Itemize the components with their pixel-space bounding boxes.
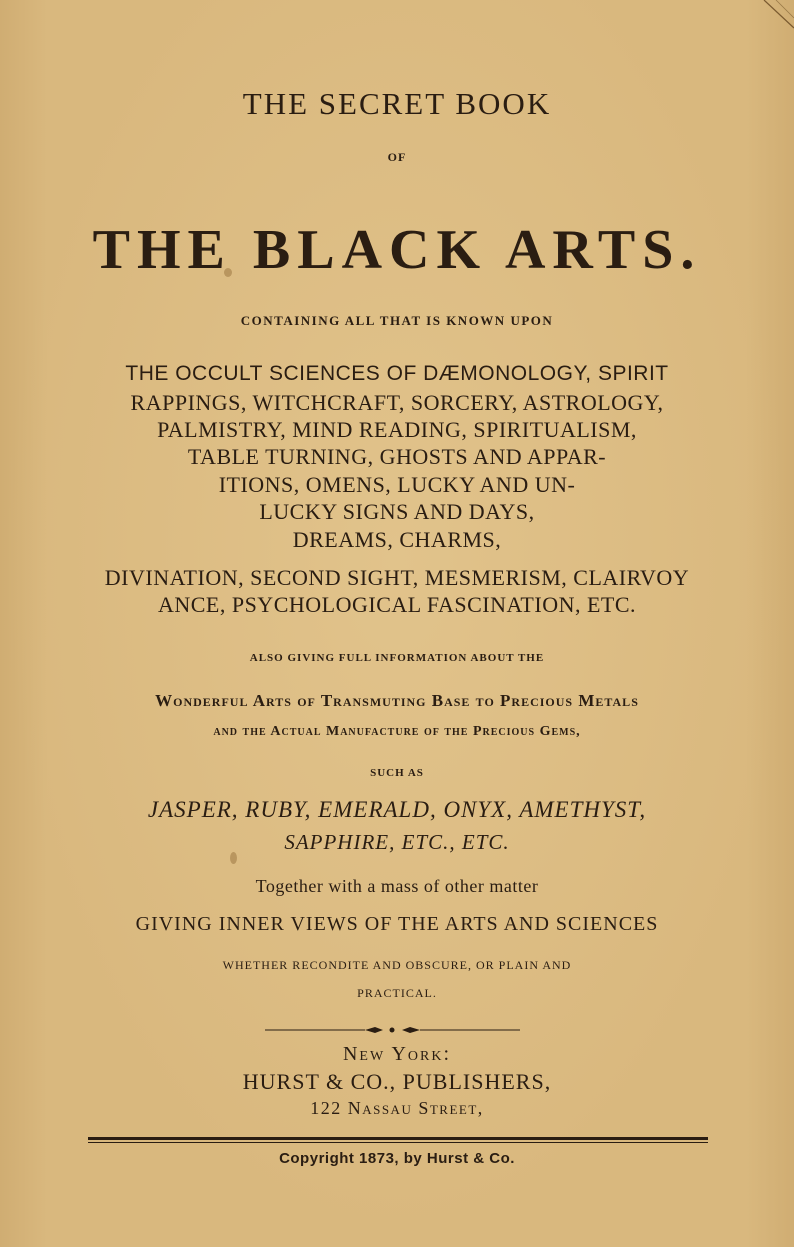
main-title: THE BLACK ARTS. — [92, 219, 702, 281]
subjects-line: TABLE TURNING, GHOSTS AND APPAR- — [187, 444, 607, 469]
subjects-line: THE OCCULT SCIENCES OF DÆMONOLOGY, SPIRIT — [125, 362, 669, 385]
publisher-name: HURST & CO., PUBLISHERS, — [242, 1069, 552, 1094]
of-connector: OF — [387, 150, 407, 164]
subjects-line: ITIONS, OMENS, LUCKY AND UN- — [218, 472, 576, 497]
practical-line: PRACTICAL. — [357, 986, 437, 1000]
subjects-line: RAPPINGS, WITCHCRAFT, SORCERY, ASTROLOGY, — [130, 390, 664, 415]
such-as-line: SUCH AS — [370, 767, 424, 779]
subjects-line: DIVINATION, SECOND SIGHT, MESMERISM, CLAIRVOY — [104, 565, 690, 590]
page-corner-fold — [754, 0, 794, 40]
subjects-line: ANCE, PSYCHOLOGICAL FASCINATION, ETC. — [157, 592, 637, 617]
gems-line: SAPPHIRE, ETC., ETC. — [284, 830, 510, 854]
ornament-divider — [265, 1025, 520, 1035]
copyright-line: Copyright 1873, by Hurst & Co. — [279, 1150, 515, 1167]
ink-stain — [224, 268, 232, 277]
containing-line: CONTAINING ALL THAT IS KNOWN UPON — [240, 313, 554, 328]
actual-manufacture-line: and the Actual Manufacture of the Precious Gems, — [213, 724, 581, 739]
subjects-line: PALMISTRY, MIND READING, SPIRITUALISM, — [157, 417, 637, 442]
subjects-line: LUCKY SIGNS AND DAYS, — [259, 499, 535, 524]
publisher-address: 122 Nassau Street, — [310, 1098, 484, 1118]
wonderful-arts-line: Wonderful Arts of Transmuting Base to Precious Metals — [155, 691, 639, 710]
subjects-line: DREAMS, CHARMS, — [292, 527, 502, 552]
ink-stain — [230, 852, 237, 864]
bottom-rule — [88, 1137, 708, 1140]
also-giving-line: ALSO GIVING FULL INFORMATION ABOUT THE — [249, 652, 545, 664]
together-line: Together with a mass of other matter — [255, 876, 539, 896]
bottom-rule-thin — [88, 1142, 708, 1143]
whether-line: WHETHER RECONDITE AND OBSCURE, OR PLAIN AND — [222, 958, 572, 972]
giving-inner-line: GIVING INNER VIEWS OF THE ARTS AND SCIENCES — [135, 913, 659, 935]
publisher-city: New York: — [342, 1043, 452, 1065]
title-top: THE SECRET BOOK — [242, 86, 552, 121]
gems-line: JASPER, RUBY, EMERALD, ONYX, AMETHYST, — [147, 797, 647, 822]
